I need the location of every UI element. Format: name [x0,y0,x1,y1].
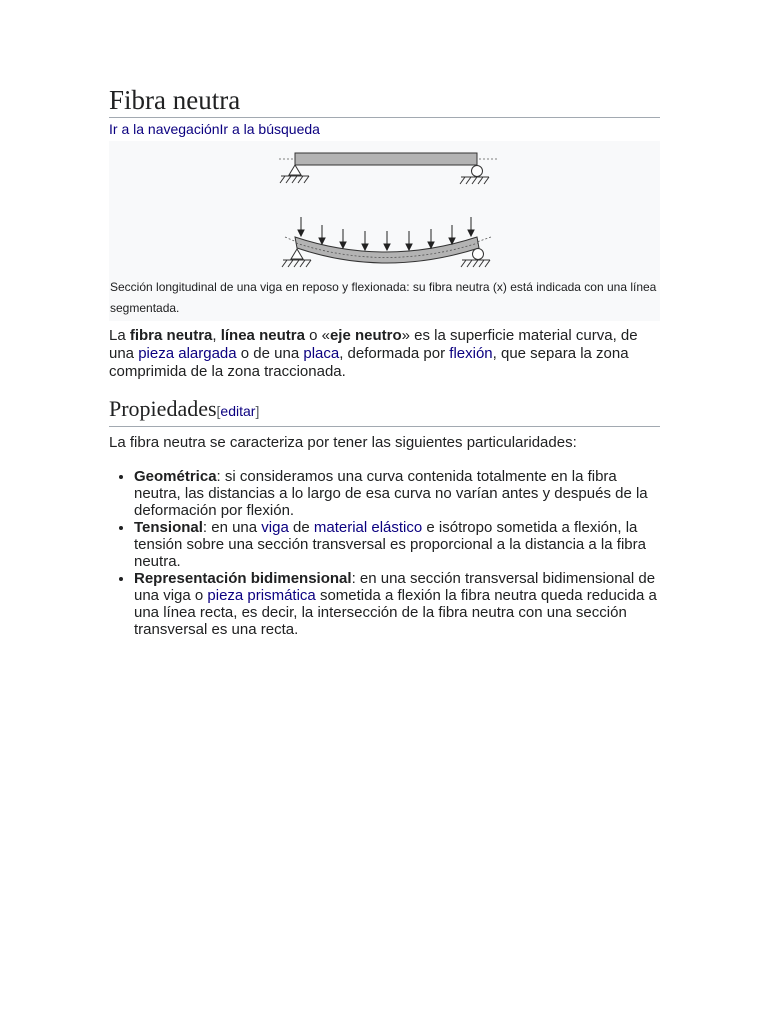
intro-paragraph [109,327,660,381]
item-term: Tensional [134,519,203,536]
item-text: sometida a flexión la fibra neutra queda reducida a una línea recta, es decir, la intersección de la fibra neutra con una sección transversal es una recta. [134,587,657,638]
bracket: ] [255,403,260,419]
section-title: Propiedades [109,396,217,421]
pin-support [291,249,303,259]
link-pieza-alargada[interactable]: pieza alargada [138,345,237,362]
link-viga[interactable]: viga [261,519,289,536]
item-text: : si consideramos una curva contenida totalmente en la fibra neutra, las distancias a lo largo de esa curva no varían antes y después de la deformación por flexión. [134,468,648,519]
item-text: de [288,519,314,536]
section-lead: La fibra neutra se caracteriza por tener las siguientes particularidades: [109,434,577,451]
edit-section [217,403,260,419]
list-item [134,570,660,638]
item-text: e isótropo sometida a flexión, la tensión sobre una sección transversal es proporcional a la distancia a la fibra neutra. [134,519,646,570]
section-heading [109,394,660,427]
text: La [109,327,130,344]
item-term: Geométrica [134,468,217,485]
list-item [134,519,660,570]
term-eje-neutro: eje neutro [329,327,402,344]
text: o de una [236,345,304,362]
edit-link[interactable]: editar [220,403,256,419]
roller-support [472,166,483,177]
item-term: Representación bidimensional [134,570,352,587]
ground-hatch [282,260,311,267]
list-item [134,468,660,519]
bracket: [ [216,403,221,419]
properties-list [109,468,660,638]
jump-links [109,119,660,139]
beam-diagram [109,141,660,277]
figure [109,141,660,321]
text: , [212,327,221,344]
term-fibra-neutra: fibra neutra [129,327,213,344]
roller-support [473,249,484,260]
text: , que separa la zona comprimida de la zona traccionada. [109,345,629,380]
link-material-elastico[interactable]: material elástico [313,519,423,536]
page-title: Fibra neutra [109,84,660,118]
ground-hatch [280,176,309,183]
link-flexion[interactable]: flexión [449,345,493,362]
article [109,84,660,638]
term-linea-neutra: línea neutra [220,327,305,344]
pin-support [289,165,301,175]
text: o « [304,327,330,344]
jump-to-navigation-link[interactable]: Ir a la navegación [109,121,220,137]
text: » es la superficie material curva, de una [109,327,638,362]
beam-rest [295,153,477,165]
jump-to-search-link[interactable]: Ir a la búsqueda [219,121,320,137]
item-text: : en una sección transversal bidimensional de una viga o [134,570,656,604]
link-pieza-prismatica[interactable]: pieza prismática [207,587,316,604]
item-text: : en una [202,519,262,536]
ground-hatch [461,260,490,267]
figure-caption: Sección longitudinal de una viga en reposo y flexionada: su fibra neutra (x) está indicada con una línea segmentada. [110,280,657,315]
ground-hatch [460,177,489,184]
text: , deformada por [339,345,450,362]
link-placa[interactable]: placa [303,345,340,362]
